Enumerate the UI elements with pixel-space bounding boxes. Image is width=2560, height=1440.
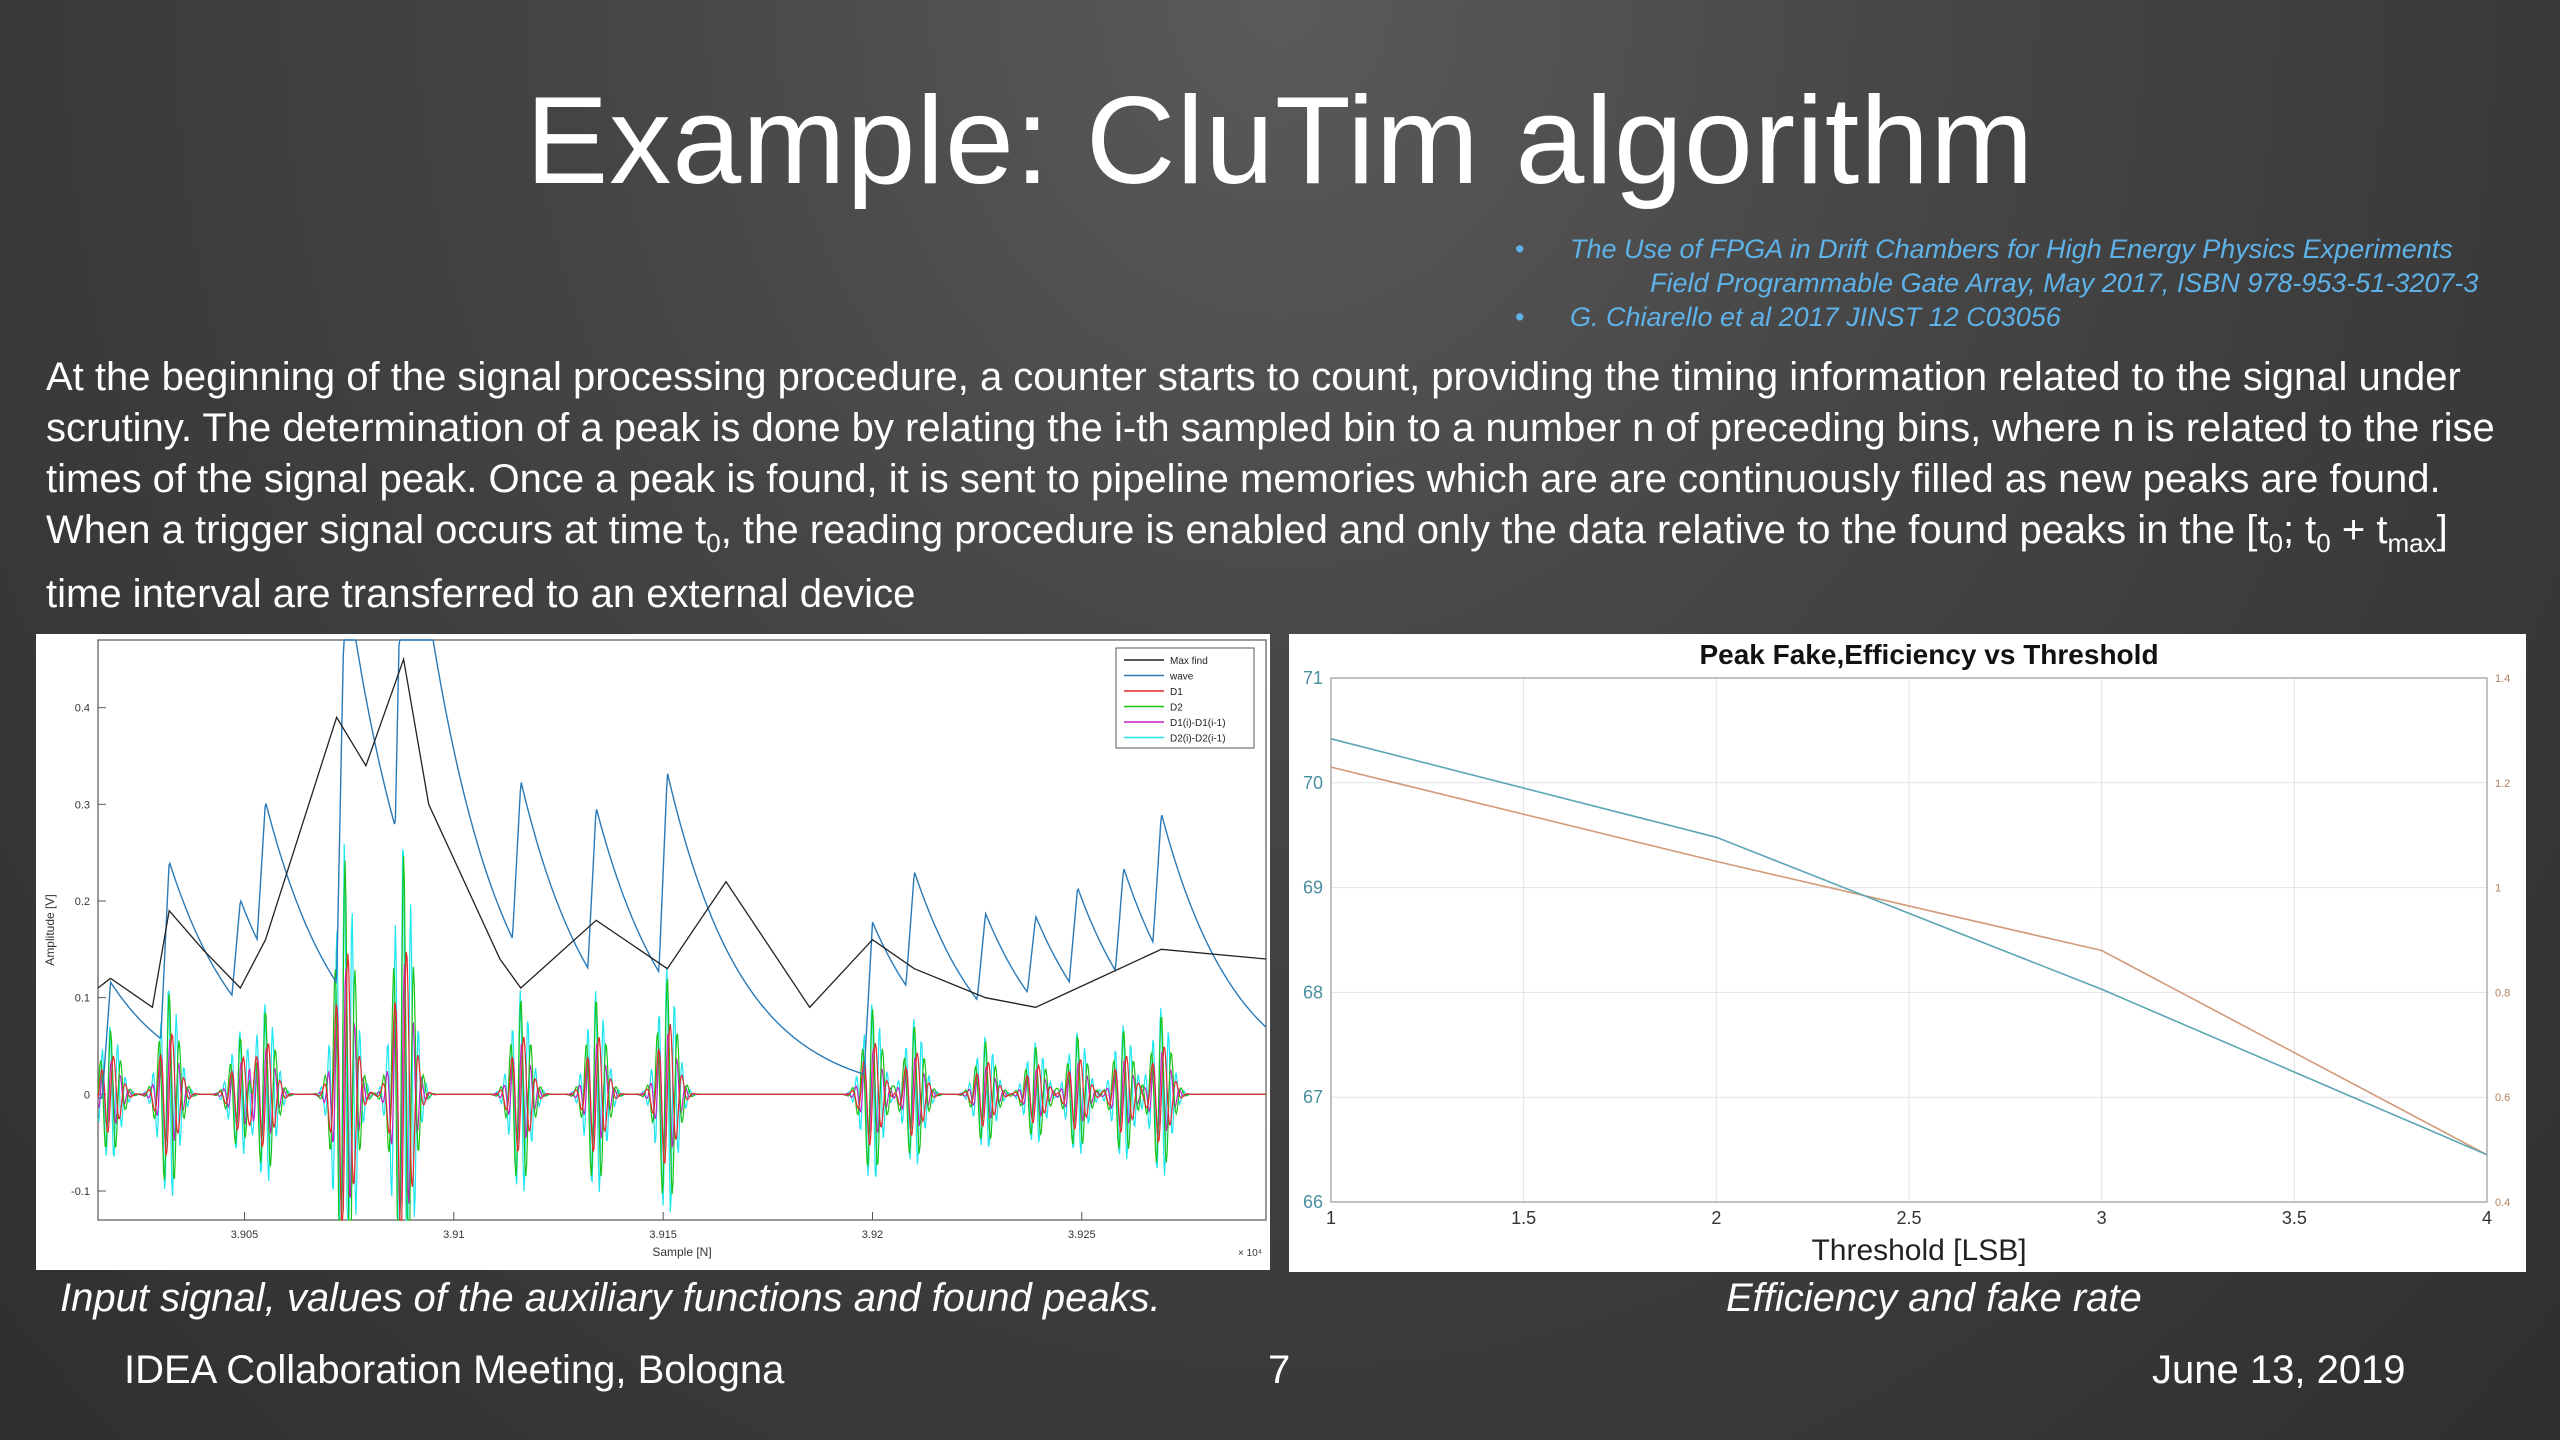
efficiency-chart-panel: [1289, 634, 2526, 1272]
y-right-tick-label: 1: [2495, 882, 2502, 895]
body-text-part: , the reading procedure is enabled and only the data relative to the found peaks in the [t: [720, 508, 2269, 552]
x-tick-label: 3.925: [1068, 1229, 1096, 1241]
x-tick-label: 3.92: [861, 1229, 884, 1241]
y-left-tick-label: 71: [1302, 668, 1323, 688]
legend-label: wave: [1170, 671, 1194, 683]
x-tick-label: 1: [1325, 1208, 1337, 1228]
reference-item: [1515, 300, 2555, 334]
y-left-tick-label: 67: [1302, 1087, 1323, 1108]
legend-label: D2: [1170, 702, 1183, 714]
body-text-part: At the beginning of the signal processing procedure, a counter starts to count, providing the timing information related to the signal under scrutiny. The determination of a peak is done by relating the i-th sampled bin to a number n of preceding bins, where n is related to the rise times of the signal peak. Once a peak is found, it is sent to pipeline memories which are are continuously filled as new peaks are found. When a trigger signal occurs at time t: [46, 355, 2495, 552]
y-tick-label: 0.1: [74, 992, 90, 1005]
body-text-part: + t: [2330, 508, 2388, 552]
x-tick-label: 1.5: [1511, 1208, 1537, 1228]
y-left-tick-label: 70: [1302, 772, 1323, 793]
signal-chart: [36, 634, 1270, 1270]
reference-line: The Use of FPGA in Drift Chambers for High Energy Physics Experiments: [1570, 234, 2453, 264]
reference-item: [1515, 232, 2555, 300]
legend-label: Max find: [1170, 656, 1208, 667]
y-right-tick-label: 1.4: [2495, 673, 2511, 685]
y-tick-label: 0.4: [74, 702, 90, 715]
bullet-icon: •: [1515, 302, 1525, 332]
y-right-tick-label: 1.2: [2495, 777, 2511, 790]
body-paragraph: [46, 352, 2526, 620]
subscript-max: max: [2387, 528, 2437, 558]
y-tick-label: -0.1: [71, 1186, 90, 1198]
y-right-tick-label: 0.8: [2495, 987, 2511, 1000]
series-max-find-line: [98, 659, 1266, 1007]
page-number: 7: [1268, 1348, 1291, 1392]
reference-line: Field Programmable Gate Array, May 2017, ISBN 978-953-51-3207-3: [1650, 268, 2479, 298]
y-left-tick-label: 69: [1302, 877, 1323, 898]
x-axis-label: Threshold [LSB]: [1811, 1234, 2027, 1267]
x-tick-label: 4: [2481, 1208, 2493, 1228]
efficiency-chart: [1289, 634, 2526, 1272]
footer-date: June 13, 2019: [2152, 1348, 2406, 1392]
x-tick-label: 2: [1711, 1208, 1722, 1228]
x-axis-label: Sample [N]: [652, 1245, 712, 1259]
x-tick-label: 3: [2096, 1208, 2107, 1228]
x-axis-multiplier: × 10⁴: [1237, 1248, 1262, 1259]
y-axis-label: Amplitude [V]: [43, 894, 57, 966]
caption-left: Input signal, values of the auxiliary functions and found peaks.: [60, 1276, 1161, 1320]
y-left-tick-label: 68: [1302, 982, 1323, 1003]
subscript-zero: 0: [706, 528, 721, 558]
x-tick-label: 3.5: [2281, 1208, 2307, 1228]
y-left-tick-label: 66: [1302, 1192, 1323, 1212]
series-wave-line: [98, 640, 1266, 1098]
slide-title: Example: CluTim algorithm: [525, 72, 2035, 210]
signal-chart-panel: [36, 634, 1270, 1270]
y-tick-label: 0.2: [74, 896, 90, 908]
y-tick-label: 0.3: [74, 799, 90, 812]
y-tick-label: 0: [83, 1089, 90, 1102]
subscript-zero: 0: [2316, 528, 2331, 558]
x-tick-label: 3.91: [443, 1229, 465, 1241]
footer-event: IDEA Collaboration Meeting, Bologna: [124, 1348, 785, 1392]
y-right-tick-label: 0.4: [2495, 1197, 2511, 1209]
legend-label: D1: [1170, 687, 1183, 698]
caption-right: Efficiency and fake rate: [1726, 1276, 2142, 1320]
y-right-tick-label: 0.6: [2495, 1092, 2511, 1105]
body-text-part: ; t: [2282, 508, 2317, 552]
x-tick-label: 2.5: [1896, 1208, 1922, 1228]
bullet-icon: •: [1515, 234, 1525, 264]
references-list: [1515, 232, 2555, 334]
plot-frame: [98, 640, 1266, 1220]
x-tick-label: 3.905: [230, 1229, 259, 1241]
chart-title: Peak Fake,Efficiency vs Threshold: [1699, 639, 2159, 670]
legend-label: D1(i)-D1(i-1): [1170, 718, 1226, 729]
x-tick-label: 3.915: [649, 1229, 677, 1241]
series-d2-diff-line: [98, 844, 1266, 1220]
reference-line: G. Chiarello et al 2017 JINST 12 C03056: [1570, 302, 2061, 332]
subscript-zero: 0: [2268, 528, 2283, 558]
legend-label: D2(i)-D2(i-1): [1170, 733, 1226, 745]
body-text-part: ] time interval are transferred to an external device: [46, 508, 2448, 616]
